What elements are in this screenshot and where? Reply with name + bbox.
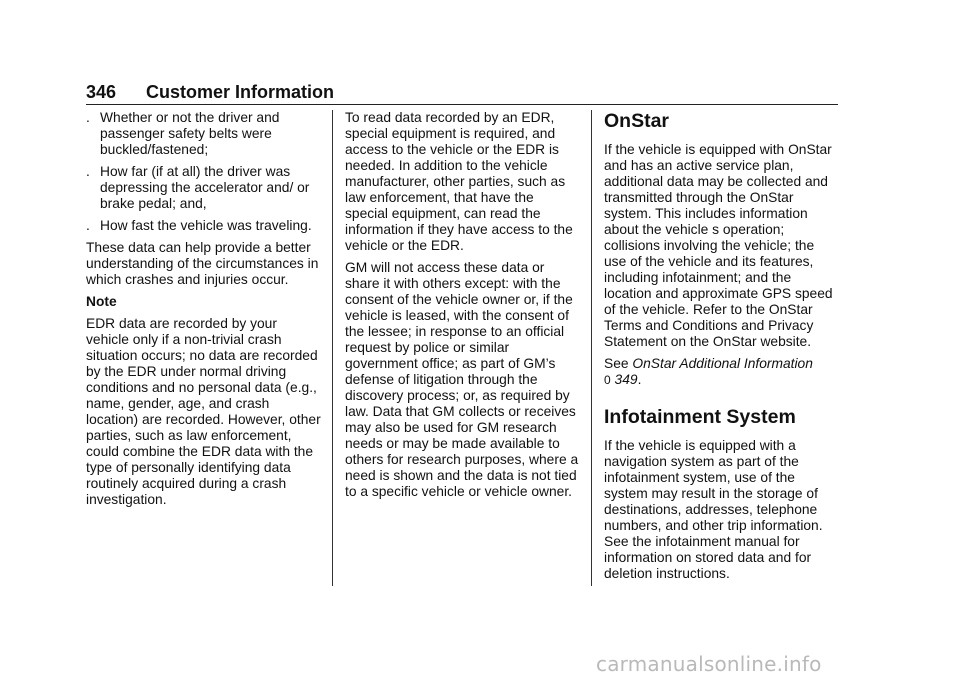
column-3 [604,110,838,588]
bullet-mark: . [86,218,90,233]
bullet-text: How far (if at all) the driver was depressing the accelerator and/ or brake pedal; and, [100,164,310,211]
bullet-item [86,110,321,158]
column-divider-2 [591,110,592,586]
bullet-item [86,164,321,212]
onstar-additional-info-link[interactable]: OnStar Additional Information [632,356,813,371]
infotainment-paragraph: If the vehicle is equipped with a navigation system as part of the infotainment system, use of the system may result in the storage of destinations, addresses, telephone numbers, and other trip information. See the infotainment manual for information on stored data and for deletion instructions. [604,438,823,581]
watermark: carmanualsonline.info [596,652,822,676]
edr-purpose-paragraph: These data can help provide a better understanding of the circumstances in which crashes and injuries occur. [86,240,319,287]
column-2 [345,110,580,506]
onstar-see-also [604,356,838,388]
column-1 [86,110,321,514]
page-number: 346 [86,82,117,102]
bullet-text: How fast the vehicle was traveling. [100,218,312,233]
see-suffix: . [637,372,642,387]
page-reference-number[interactable]: 349 [614,372,638,387]
page-reference-arrow-icon: 0 [604,373,611,387]
header-rule [86,104,838,105]
onstar-heading: OnStar [604,110,670,132]
gm-access-paragraph: GM will not access these data or share it with others except: with the consent of the vehicle owner or, if the vehicle is leased, with the consent of the lessee; in response to an official request by police or similar government office; as part of GM’s defense of litigation through the discovery process; or, as required by law. Data that GM collects or receives may also be used for GM research needs or may be made available to others for research purposes, where a need is shown and the data is not tied to a specific vehicle or vehicle owner. [345,260,579,499]
edr-access-paragraph: To read data recorded by an EDR, special equipment is required, and access to the vehicle or the EDR is needed. In addition to the vehicle manufacturer, other parties, such as law enforcement, that have the special equipment, can read the information if they have access to the vehicle or the EDR. [345,110,573,253]
bullet-mark: . [86,164,90,179]
section-title: Customer Information [146,82,335,102]
onstar-paragraph: If the vehicle is equipped with OnStar and has an active service plan, additional data may be collected and transmitted through the OnStar system. This includes information about the vehicle s operation; collisions involving the vehicle; the use of the vehicle and its features, including infotainment; and the location and approximate GPS speed of the vehicle. Refer to the OnStar Terms and Conditions and Privacy Statement on the OnStar website. [604,142,833,349]
page-header [86,82,838,104]
bullet-mark: . [86,110,90,125]
bullet-item [86,218,321,234]
bullet-text: Whether or not the driver and passenger safety belts were buckled/fastened; [100,110,280,157]
infotainment-heading: Infotainment System [604,406,796,428]
note-label: Note [86,294,117,309]
see-prefix: See [604,356,629,371]
column-divider-1 [332,110,333,586]
note-paragraph: EDR data are recorded by your vehicle only if a non-trivial crash situation occurs; no data are recorded by the EDR under normal driving conditions and no personal data (e.g., name, gender, age, and crash location) are recorded. However, other parties, such as law enforcement, could combine the EDR data with the type of personally identifying data routinely acquired during a crash investigation. [86,316,321,507]
